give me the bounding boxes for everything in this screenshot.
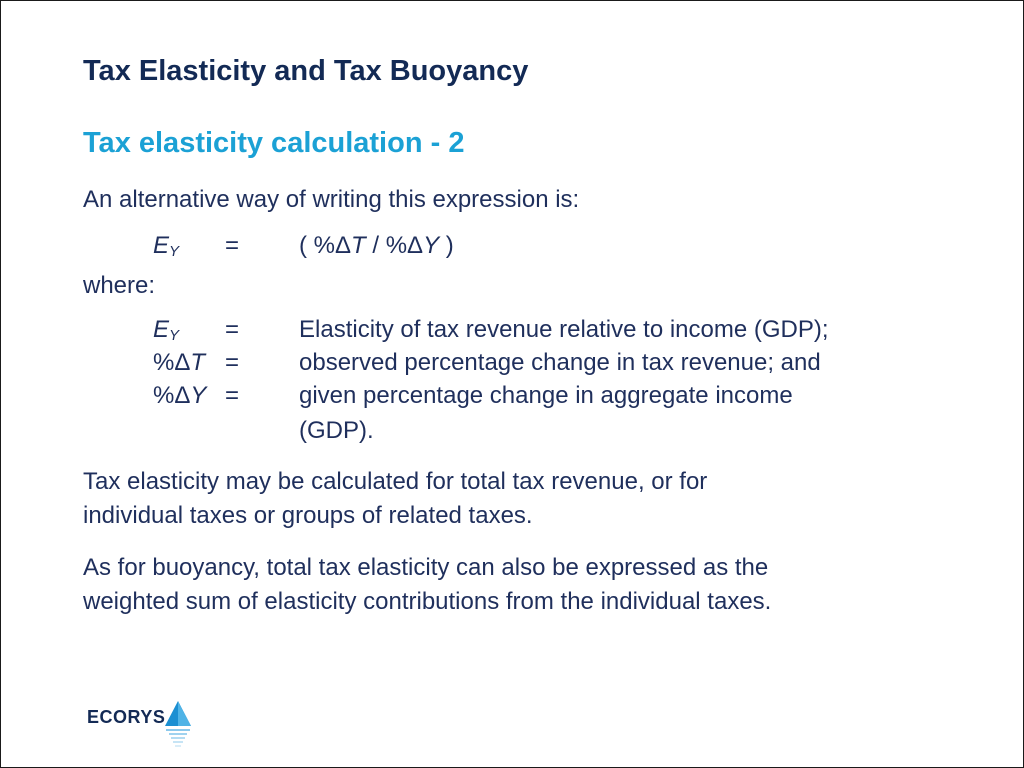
definition-text-continued: (GDP). (299, 417, 374, 444)
definition-text: observed percentage change in tax revenue; and (299, 349, 821, 376)
formula-rhs: ( %ΔT / %ΔY ) (299, 232, 454, 259)
definition-row-continued (153, 414, 953, 448)
definition-equals: = (225, 316, 240, 343)
definition-symbol: %ΔY (153, 382, 207, 409)
slide-subtitle: Tax elasticity calculation - 2 (83, 127, 465, 159)
formula-row (153, 229, 553, 263)
definition-text: given percentage change in aggregate income (299, 382, 793, 409)
definition-row (153, 379, 953, 413)
paragraph-1: Tax elasticity may be calculated for total tax revenue, or for individual taxes or groups of related taxes. (83, 468, 708, 529)
formula-lhs: $E_Y$ (153, 232, 180, 260)
ecorys-logo (87, 699, 197, 754)
slide-title: Tax Elasticity and Tax Buoyancy (83, 55, 529, 87)
logo-text: ECORYS (87, 707, 166, 727)
paragraph-2: As for buoyancy, total tax elasticity can also be expressed as the weighted sum of elasticity contributions from the individual taxes. (83, 554, 772, 615)
definition-equals: = (225, 382, 240, 409)
definition-text: Elasticity of tax revenue relative to income (GDP); (299, 316, 829, 343)
intro-text: An alternative way of writing this expression is: (83, 186, 580, 213)
definition-symbol: %ΔT (153, 349, 206, 376)
where-label: where: (83, 272, 156, 299)
definition-symbol: $E_Y$ (153, 316, 180, 344)
definition-row (153, 313, 953, 347)
definition-row (153, 346, 953, 380)
formula-equals: = (225, 232, 240, 259)
logo-mark-icon (163, 699, 193, 751)
definition-equals: = (225, 349, 240, 376)
